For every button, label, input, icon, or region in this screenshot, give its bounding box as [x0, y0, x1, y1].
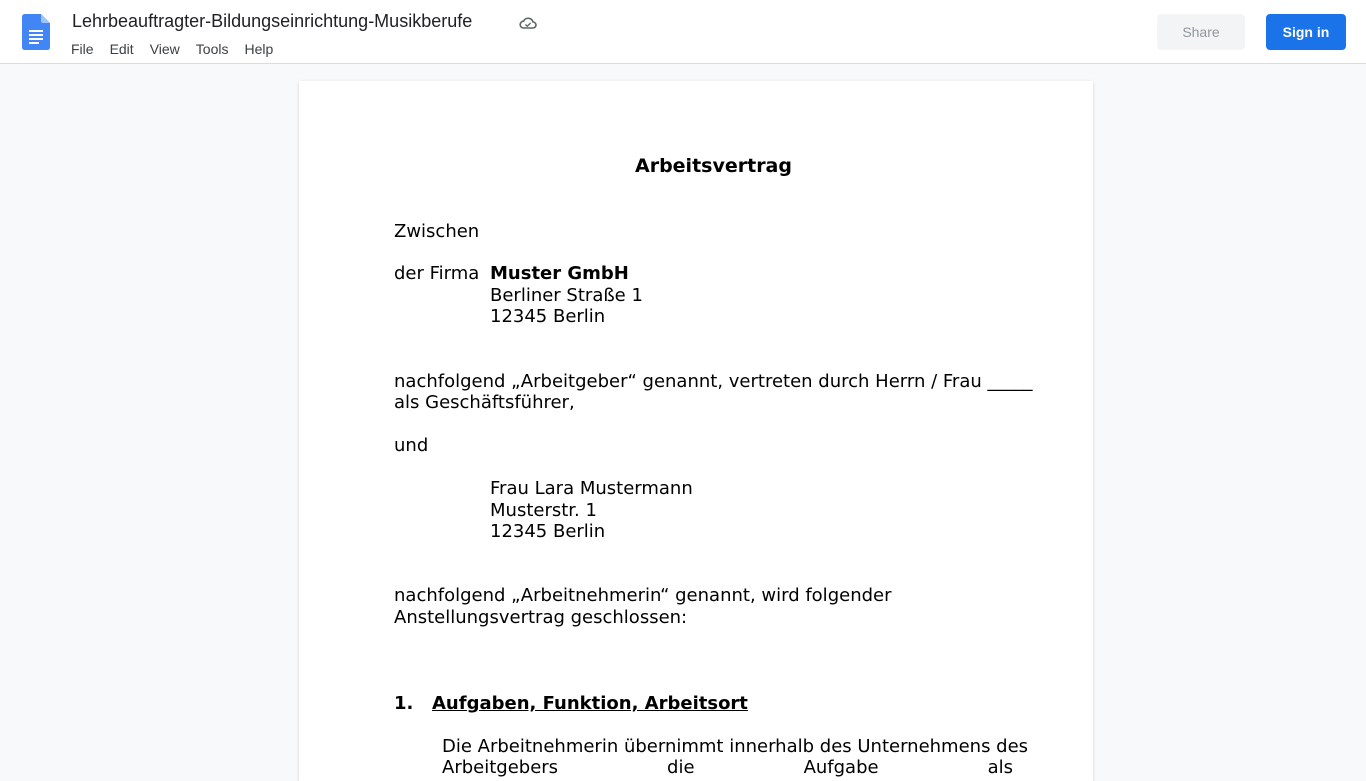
share-button[interactable]: Share [1157, 14, 1245, 50]
top-bar [0, 0, 1366, 64]
menu-help[interactable]: Help [244, 41, 274, 57]
menu-tools[interactable]: Tools [195, 41, 229, 57]
document-page [299, 81, 1093, 781]
menu-edit[interactable]: Edit [109, 41, 134, 57]
document-title[interactable]: Lehrbeauftragter-Bildungseinrichtung-Musikberufe [72, 11, 473, 31]
between-text: Zwischen [394, 221, 480, 242]
firm-label: der Firma [394, 263, 480, 284]
menu-bar [63, 38, 281, 60]
document-heading: Arbeitsvertrag [635, 155, 792, 177]
docs-logo-icon[interactable] [22, 14, 50, 50]
employer-street: Berliner Straße 1 [490, 285, 643, 306]
employer-name: Muster GmbH [490, 263, 629, 284]
and-text: und [394, 435, 429, 456]
employee-clause-line2: Anstellungsvertrag geschlossen: [394, 607, 688, 628]
section-number: 1. [394, 693, 414, 714]
employer-clause-line1: nachfolgend „Arbeitgeber“ genannt, vertreten durch Herrn / Frau _____ [394, 371, 1033, 392]
cloud-saved-icon[interactable] [518, 13, 538, 33]
employer-clause-line2: als Geschäftsführer, [394, 392, 575, 413]
sign-in-button[interactable]: Sign in [1266, 14, 1346, 50]
employer-city: 12345 Berlin [490, 306, 606, 327]
section-paragraph-line2: Arbeitgebers die Aufgabe als [442, 757, 1013, 778]
employee-clause-line1: nachfolgend „Arbeitnehmerin“ genannt, wird folgender [394, 585, 892, 606]
menu-file[interactable]: File [71, 41, 94, 57]
employee-city: 12345 Berlin [490, 521, 606, 542]
menu-view[interactable]: View [149, 41, 180, 57]
section-heading: Aufgaben, Funktion, Arbeitsort [432, 693, 748, 714]
section-paragraph-line1: Die Arbeitnehmerin übernimmt innerhalb des Unternehmens des [442, 736, 1029, 757]
employee-street: Musterstr. 1 [490, 500, 597, 521]
employee-name: Frau Lara Mustermann [490, 478, 693, 499]
